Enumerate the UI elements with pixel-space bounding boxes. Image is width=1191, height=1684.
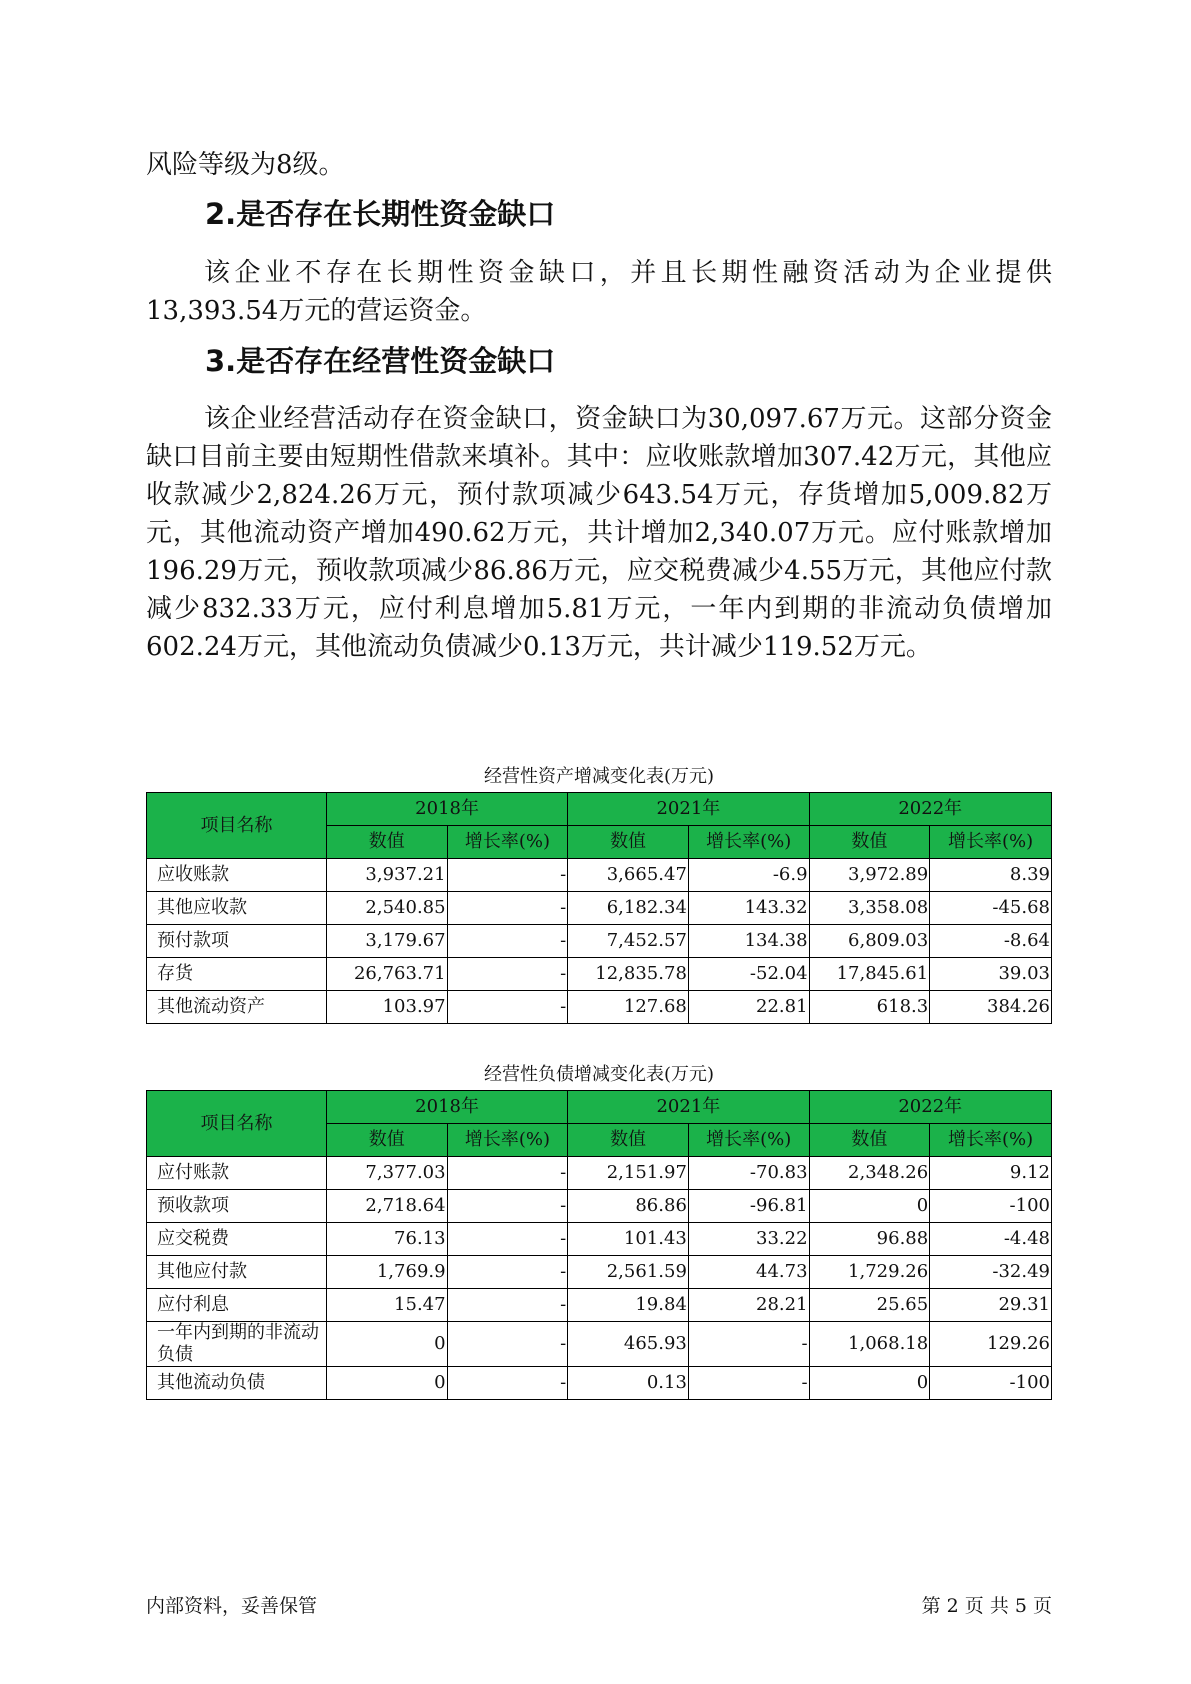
cell-value: -32.49 bbox=[930, 1256, 1052, 1289]
cell-value: - bbox=[447, 1223, 568, 1256]
section-heading-operating-gap: 3.是否存在经营性资金缺口 bbox=[205, 344, 556, 378]
cell-value: - bbox=[447, 892, 568, 925]
cell-value: 134.38 bbox=[688, 925, 809, 958]
table-row bbox=[147, 958, 1052, 991]
cell-value: - bbox=[688, 1367, 809, 1400]
cell-value: 22.81 bbox=[688, 991, 809, 1024]
cell-value: 0 bbox=[326, 1322, 447, 1367]
cell-value: 2,540.85 bbox=[326, 892, 447, 925]
header-value: 数值 bbox=[809, 1124, 930, 1157]
cell-value: 15.47 bbox=[326, 1289, 447, 1322]
long-term-gap-paragraph: 该企业不存在长期性资金缺口，并且长期性融资活动为企业提供13,393.54万元的营运资金。 bbox=[146, 258, 1052, 326]
cell-value: -70.83 bbox=[688, 1157, 809, 1190]
cell-value: -100 bbox=[930, 1367, 1052, 1400]
cell-value: - bbox=[447, 859, 568, 892]
header-rate: 增长率(%) bbox=[930, 826, 1052, 859]
cell-value: 0 bbox=[326, 1367, 447, 1400]
cell-value: - bbox=[447, 1190, 568, 1223]
cell-value: 29.31 bbox=[930, 1289, 1052, 1322]
risk-level-text: 风险等级为8级。 bbox=[146, 150, 345, 180]
header-rate: 增长率(%) bbox=[447, 826, 568, 859]
table-row bbox=[147, 1190, 1052, 1223]
row-label: 一年内到期的非流动负债 bbox=[147, 1322, 327, 1367]
cell-value: -8.64 bbox=[930, 925, 1052, 958]
table-row bbox=[147, 892, 1052, 925]
header-year-2021: 2021年 bbox=[568, 1091, 809, 1124]
row-label: 应交税费 bbox=[147, 1223, 327, 1256]
header-value: 数值 bbox=[568, 1124, 689, 1157]
header-item-name: 项目名称 bbox=[147, 1091, 327, 1157]
header-item-name: 项目名称 bbox=[147, 793, 327, 859]
cell-value: 0.13 bbox=[568, 1367, 689, 1400]
header-rate: 增长率(%) bbox=[688, 1124, 809, 1157]
operating-gap-paragraph: 该企业经营活动存在资金缺口，资金缺口为30,097.67万元。这部分资金缺口目前主要由短期性借款来填补。其中：应收账款增加307.42万元，其他应收款减少2,824.26万元，预付款项减少643.54万元，存货增加5,009.82万元，其他流动资产增加490.62万元，共计增加2,340.07万元。应付账款增加196.29万元，预收款项减少86.86万元，应交税费减少4.55万元，其他应付款减少832.33万元，应付利息增加5.81万元，一年内到期的非流动负债增加602.24万元，其他流动负债减少0.13万元，共计减少119.52万元。 bbox=[146, 404, 1052, 662]
cell-value: 3,665.47 bbox=[568, 859, 689, 892]
liabilities-change-table bbox=[146, 1090, 1052, 1400]
cell-value: -45.68 bbox=[930, 892, 1052, 925]
header-rate: 增长率(%) bbox=[447, 1124, 568, 1157]
cell-value: 8.39 bbox=[930, 859, 1052, 892]
cell-value: 127.68 bbox=[568, 991, 689, 1024]
cell-value: -6.9 bbox=[688, 859, 809, 892]
footer-confidential-note: 内部资料，妥善保管 bbox=[146, 1595, 318, 1617]
cell-value: 44.73 bbox=[688, 1256, 809, 1289]
cell-value: 3,972.89 bbox=[809, 859, 930, 892]
cell-value: - bbox=[447, 925, 568, 958]
table-row bbox=[147, 1289, 1052, 1322]
cell-value: 7,452.57 bbox=[568, 925, 689, 958]
cell-value: 25.65 bbox=[809, 1289, 930, 1322]
cell-value: 1,769.9 bbox=[326, 1256, 447, 1289]
cell-value: - bbox=[447, 991, 568, 1024]
cell-value: 2,151.97 bbox=[568, 1157, 689, 1190]
header-value: 数值 bbox=[326, 826, 447, 859]
cell-value: - bbox=[447, 1256, 568, 1289]
cell-value: 7,377.03 bbox=[326, 1157, 447, 1190]
table-row bbox=[147, 1223, 1052, 1256]
table-row bbox=[147, 925, 1052, 958]
cell-value: -96.81 bbox=[688, 1190, 809, 1223]
header-year-2021: 2021年 bbox=[568, 793, 809, 826]
cell-value: -4.48 bbox=[930, 1223, 1052, 1256]
cell-value: 6,182.34 bbox=[568, 892, 689, 925]
cell-value: 1,729.26 bbox=[809, 1256, 930, 1289]
row-label: 其他流动资产 bbox=[147, 991, 327, 1024]
cell-value: - bbox=[447, 1367, 568, 1400]
row-label: 应付利息 bbox=[147, 1289, 327, 1322]
cell-value: 26,763.71 bbox=[326, 958, 447, 991]
section-heading-long-term-gap: 2.是否存在长期性资金缺口 bbox=[205, 197, 556, 231]
cell-value: 384.26 bbox=[930, 991, 1052, 1024]
cell-value: 1,068.18 bbox=[809, 1322, 930, 1367]
cell-value: 143.32 bbox=[688, 892, 809, 925]
header-value: 数值 bbox=[326, 1124, 447, 1157]
cell-value: 28.21 bbox=[688, 1289, 809, 1322]
header-rate: 增长率(%) bbox=[688, 826, 809, 859]
cell-value: 12,835.78 bbox=[568, 958, 689, 991]
header-year-2022: 2022年 bbox=[809, 1091, 1051, 1124]
cell-value: 0 bbox=[809, 1367, 930, 1400]
cell-value: 2,348.26 bbox=[809, 1157, 930, 1190]
row-label: 应付账款 bbox=[147, 1157, 327, 1190]
cell-value: 3,937.21 bbox=[326, 859, 447, 892]
table-row bbox=[147, 1256, 1052, 1289]
header-year-2018: 2018年 bbox=[326, 793, 567, 826]
table-row bbox=[147, 1157, 1052, 1190]
cell-value: 33.22 bbox=[688, 1223, 809, 1256]
cell-value: 86.86 bbox=[568, 1190, 689, 1223]
cell-value: 3,179.67 bbox=[326, 925, 447, 958]
table-row bbox=[147, 1322, 1052, 1367]
cell-value: 103.97 bbox=[326, 991, 447, 1024]
assets-change-table bbox=[146, 792, 1052, 1024]
cell-value: 19.84 bbox=[568, 1289, 689, 1322]
table-row bbox=[147, 1367, 1052, 1400]
row-label: 其他应收款 bbox=[147, 892, 327, 925]
page-number: 第 2 页 共 5 页 bbox=[921, 1595, 1052, 1617]
cell-value: 76.13 bbox=[326, 1223, 447, 1256]
assets-table-caption: 经营性资产增减变化表(万元) bbox=[483, 766, 715, 787]
header-rate: 增长率(%) bbox=[930, 1124, 1052, 1157]
cell-value: 39.03 bbox=[930, 958, 1052, 991]
row-label: 其他流动负债 bbox=[147, 1367, 327, 1400]
row-label: 应收账款 bbox=[147, 859, 327, 892]
cell-value: - bbox=[688, 1322, 809, 1367]
row-label: 存货 bbox=[147, 958, 327, 991]
cell-value: 618.3 bbox=[809, 991, 930, 1024]
cell-value: 9.12 bbox=[930, 1157, 1052, 1190]
table-row bbox=[147, 991, 1052, 1024]
cell-value: - bbox=[447, 1289, 568, 1322]
liabilities-table-caption: 经营性负债增减变化表(万元) bbox=[483, 1064, 715, 1085]
header-year-2018: 2018年 bbox=[326, 1091, 567, 1124]
cell-value: -100 bbox=[930, 1190, 1052, 1223]
cell-value: - bbox=[447, 958, 568, 991]
cell-value: 3,358.08 bbox=[809, 892, 930, 925]
table-row bbox=[147, 859, 1052, 892]
row-label: 预付款项 bbox=[147, 925, 327, 958]
row-label: 其他应付款 bbox=[147, 1256, 327, 1289]
cell-value: -52.04 bbox=[688, 958, 809, 991]
row-label: 预收款项 bbox=[147, 1190, 327, 1223]
cell-value: 17,845.61 bbox=[809, 958, 930, 991]
header-year-2022: 2022年 bbox=[809, 793, 1051, 826]
cell-value: 0 bbox=[809, 1190, 930, 1223]
cell-value: 2,561.59 bbox=[568, 1256, 689, 1289]
header-value: 数值 bbox=[809, 826, 930, 859]
cell-value: - bbox=[447, 1157, 568, 1190]
cell-value: 465.93 bbox=[568, 1322, 689, 1367]
cell-value: - bbox=[447, 1322, 568, 1367]
cell-value: 6,809.03 bbox=[809, 925, 930, 958]
cell-value: 96.88 bbox=[809, 1223, 930, 1256]
cell-value: 2,718.64 bbox=[326, 1190, 447, 1223]
header-value: 数值 bbox=[568, 826, 689, 859]
cell-value: 129.26 bbox=[930, 1322, 1052, 1367]
cell-value: 101.43 bbox=[568, 1223, 689, 1256]
